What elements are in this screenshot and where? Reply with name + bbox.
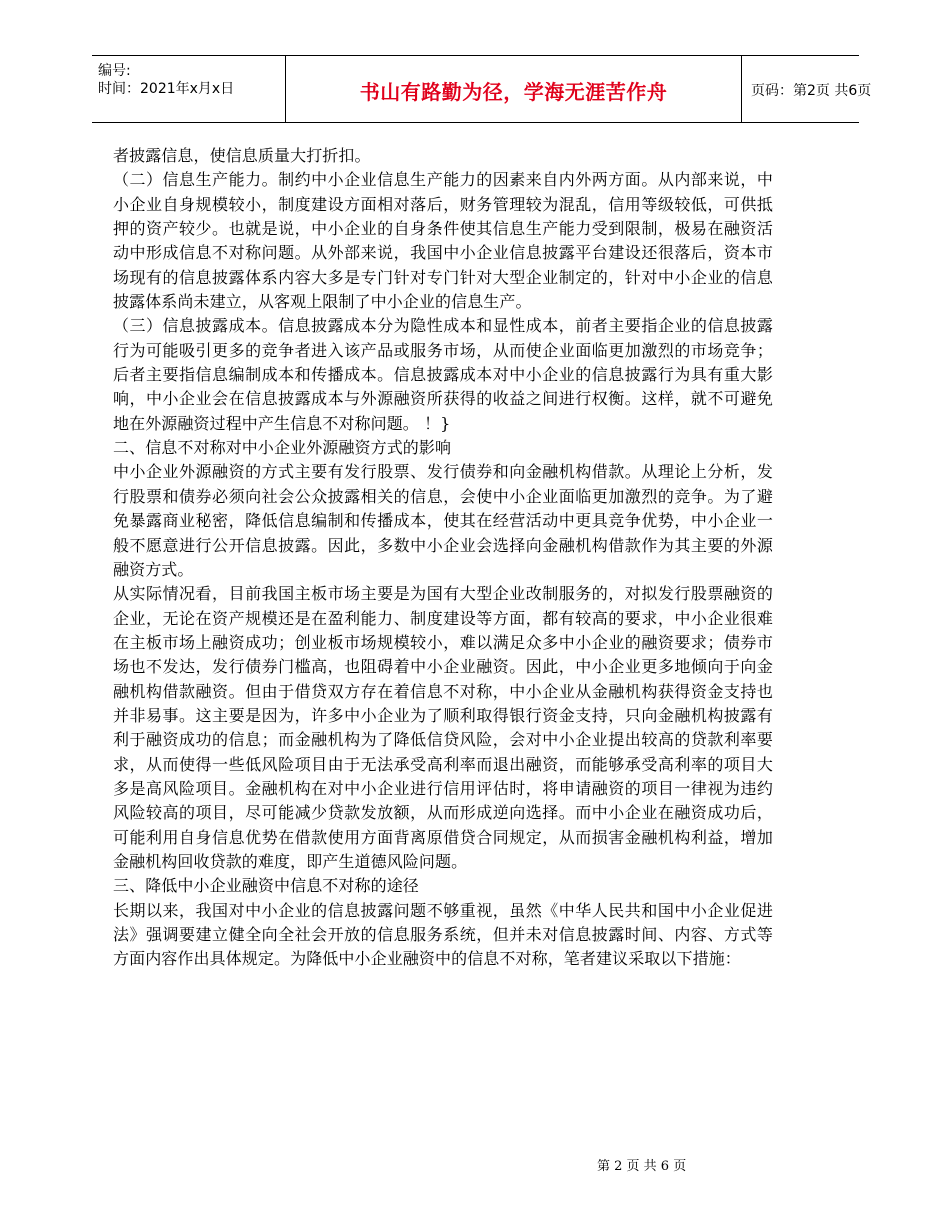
- document-body: [113, 144, 773, 972]
- header-page-label: 页码：第2页 共6页: [751, 83, 872, 99]
- section-heading: 二、信息不对称对中小企业外源融资方式的影响: [113, 438, 452, 458]
- paragraph: 中小企业外源融资的方式主要有发行股票、发行债券和向金融机构借款。从理论上分析，发行股票和债券必须向社会公众披露相关的信息，会使中小企业面临更加激烈的竞争。为了避免暴露商业秘密，降低信息编制和传播成本，使其在经营活动中更具竞争优势，中小企业一般不愿意进行公开信息披露。因此，多数中小企业会选择向金融机构借款作为其主要的外源融资方式。: [113, 462, 773, 579]
- header-page-cell: [741, 56, 872, 122]
- number-label: 编号:: [98, 63, 131, 79]
- header-motto: 书山有路勤为径，学海无涯苦作舟: [359, 80, 668, 104]
- paragraph: （二）信息生产能力。制约中小企业信息生产能力的因素来自内外两方面。从内部来说，中小企业自身规模较小，制度建设方面相对落后，财务管理较为混乱，信用等级较低，可供抵押的资产较少。也就是说，中小企业的自身条件使其信息生产能力受到限制，极易在融资活动中形成信息不对称问题。从外部来说，我国中小企业信息披露平台建设还很落后，资本市场现有的信息披露体系内容大多是专门针对专门针对大型企业制定的，针对中小企业的信息披露体系尚未建立，从客观上限制了中小企业的信息生产。: [113, 170, 773, 312]
- page-header: [92, 55, 872, 123]
- paragraph: 者披露信息，使信息质量大打折扣。: [113, 146, 371, 165]
- header-motto-cell: [285, 56, 742, 122]
- page-footer: 第 2 页 共 6 页: [597, 1159, 687, 1174]
- time-label: 时间：2021年x月x日: [98, 81, 235, 97]
- paragraph: （三）信息披露成本。信息披露成本分为隐性成本和显性成本，前者主要指企业的信息披露行为可能吸引更多的竞争者进入该产品或服务市场，从而使企业面临更加激烈的市场竞争；后者主要指信息编制成本和传播成本。信息披露成本对中小企业的信息披露行为具有重大影响，中小企业会在信息披露成本与外源融资所获得的收益之间进行权衡。这样，就不可避免地在外源融资过程中产生信息不对称问题。 ！}: [113, 316, 773, 433]
- header-meta: [92, 56, 285, 122]
- section-heading: 三、降低中小企业融资中信息不对称的途径: [113, 876, 419, 896]
- paragraph: 从实际情况看，目前我国主板市场主要是为国有大型企业改制服务的，对拟发行股票融资的企业，无论在资产规模还是在盈利能力、制度建设等方面，都有较高的要求，中小企业很难在主板市场上融资成功；创业板市场规模较小，难以满足众多中小企业的融资要求；债券市场也不发达，发行债券门槛高，也阻碍着中小企业融资。因此，中小企业更多地倾向于向金融机构借款融资。但由于借贷双方存在着信息不对称，中小企业从金融机构获得资金支持也并非易事。这主要是因为，许多中小企业为了顺利取得银行资金支持，只向金融机构披露有利于融资成功的信息；而金融机构为了降低信贷风险，会对中小企业提出较高的贷款利率要求，从而使得一些低风险项目由于无法承受高利率而退出融资，而能够承受高利率的项目大多是高风险项目。金融机构在对中小企业进行信用评估时，将申请融资的项目一律视为违约风险较高的项目，尽可能减少贷款发放额，从而形成逆向选择。而中小企业在融资成功后，可能利用自身信息优势在借款使用方面背离原借贷合同规定，从而损害金融机构利益，增加金融机构回收贷款的难度，即产生道德风险问题。: [113, 584, 773, 871]
- paragraph: 长期以来，我国对中小企业的信息披露问题不够重视，虽然《中华人民共和国中小企业促进法》强调要建立健全向全社会开放的信息服务系统，但并未对信息披露时间、内容、方式等方面内容作出具体规定。为降低中小企业融资中的信息不对称，笔者建议采取以下措施：: [113, 900, 773, 969]
